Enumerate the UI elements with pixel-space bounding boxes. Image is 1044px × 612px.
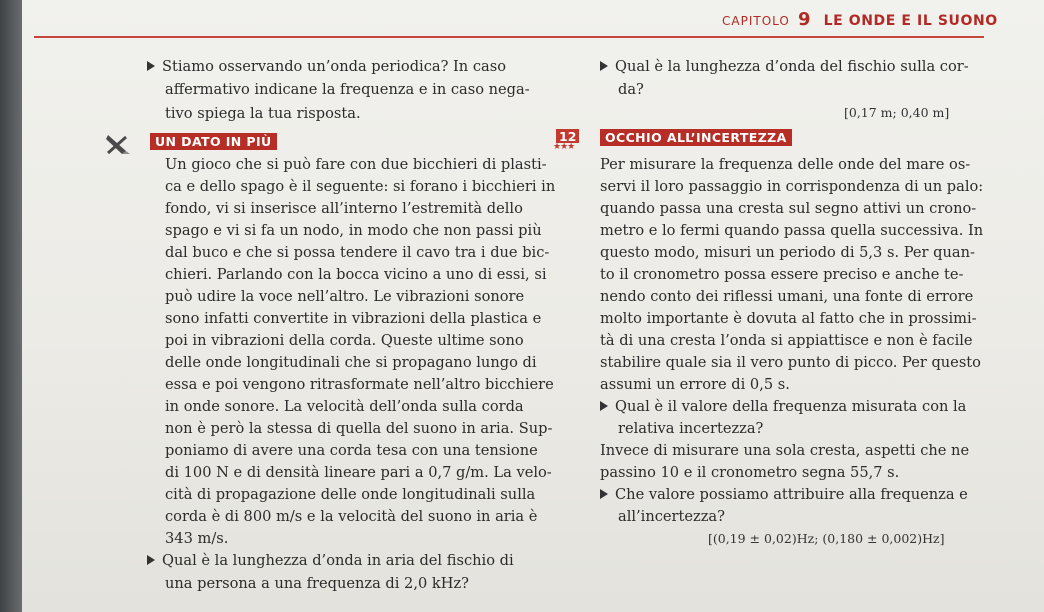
left-body-line: corda è di 800 m/s e la velocità del suono in aria è <box>165 508 538 525</box>
chapter-label: CAPITOLO <box>722 14 790 28</box>
box-title-un-dato-in-piu: UN DATO IN PIÙ <box>150 133 277 150</box>
header-rule <box>34 36 984 38</box>
question2-line-2: relativa incertezza? <box>618 420 764 437</box>
right-body-line: Per misurare la frequenza delle onde del mare os- <box>600 156 971 173</box>
triangle-bullet-icon <box>147 61 155 71</box>
right-body-line: molto importante è dovuta al fatto che in prossimi- <box>600 310 977 327</box>
intro-question-line-2: affermativo indicane la frequenza e in caso nega- <box>165 81 530 98</box>
triangle-bullet-icon <box>600 489 608 499</box>
triangle-bullet-icon <box>600 61 608 71</box>
left-body-line: Un gioco che si può fare con due bicchieri di plasti- <box>165 156 547 173</box>
final-question-line-2: una persona a una frequenza di 2,0 kHz? <box>165 575 469 592</box>
answer3: [(0,19 ± 0,02)Hz; (0,180 ± 0,002)Hz] <box>708 531 945 546</box>
textbook-page <box>22 0 1044 612</box>
pencil-icon <box>106 133 132 155</box>
triangle-bullet-icon <box>600 401 608 411</box>
left-body-line: in onde sonore. La velocità dell’onda sulla corda <box>165 398 524 415</box>
right-body2-line: passino 10 e il cronometro segna 55,7 s. <box>600 464 900 481</box>
question3-line-2: all’incertezza? <box>618 508 725 525</box>
right-body-line: nendo conto dei riflessi umani, una fonte di errore <box>600 288 974 305</box>
page-shadow <box>0 0 22 612</box>
triangle-bullet-icon <box>147 555 155 565</box>
left-body-line: fondo, vi si inserisce all’interno l’estremità dello <box>165 200 523 217</box>
left-body-line: poi in vibrazioni della corda. Queste ultime sono <box>165 332 524 349</box>
left-body-line: 343 m/s. <box>165 530 229 547</box>
box-title-occhio-all-incertezza: OCCHIO ALL’INCERTEZZA <box>600 129 792 146</box>
answer1: [0,17 m; 0,40 m] <box>844 105 950 120</box>
left-body-line: delle onde longitudinali che si propagano lungo di <box>165 354 537 371</box>
question2-line-1: Qual è il valore della frequenza misurata con la <box>600 397 966 418</box>
page-header <box>722 9 998 30</box>
left-body-line: ca e dello spago è il seguente: si forano i bicchieri in <box>165 178 556 195</box>
left-body-line: spago e vi si fa un nodo, in modo che non passi più <box>165 222 542 239</box>
left-body-line: chieri. Parlando con la bocca vicino a uno di essi, si <box>165 266 547 283</box>
right-body-line: metro e lo fermi quando passa quella successiva. In <box>600 222 984 239</box>
left-body-line: dal buco e che si possa tendere il cavo tra i due bic- <box>165 244 550 261</box>
exercise-number: 12 <box>556 129 579 143</box>
right-body-line: quando passa una cresta sul segno attivi un crono- <box>600 200 977 217</box>
right-body-line: stabilire quale sia il vero punto di picco. Per questo <box>600 354 981 371</box>
right-body-line: servi il loro passaggio in corrispondenza di un palo: <box>600 178 984 195</box>
right-body-line: questo modo, misuri un periodo di 5,3 s. Per quan- <box>600 244 975 261</box>
chapter-number: 9 <box>797 9 811 30</box>
final-question-line-1: Qual è la lunghezza d’onda in aria del fischio di <box>147 551 514 572</box>
left-body-line: essa e poi vengono ritrasformate nell’altro bicchiere <box>165 376 554 393</box>
left-body-line: non è però la stessa di quella del suono in aria. Sup- <box>165 420 553 437</box>
intro-question-line-3: tivo spiega la tua risposta. <box>165 105 361 122</box>
question1-line-2: da? <box>618 81 644 98</box>
chapter-title: LE ONDE E IL SUONO <box>823 13 998 29</box>
left-body-line: sono infatti convertite in vibrazioni della plastica e <box>165 310 542 327</box>
question1-line-1: Qual è la lunghezza d’onda del fischio sulla cor- <box>600 57 969 78</box>
right-body-line: tà di una cresta l’onda si appiattisce e non è facile <box>600 332 973 349</box>
right-body-line: assumi un errore di 0,5 s. <box>600 376 790 393</box>
left-body-line: può udire la voce nell’altro. Le vibrazioni sonore <box>165 288 525 305</box>
left-body-line: poniamo di avere una corda tesa con una tensione <box>165 442 538 459</box>
question3-line-1: Che valore possiamo attribuire alla frequenza e <box>600 485 968 506</box>
right-body-line: to il cronometro possa essere preciso e anche te- <box>600 266 964 283</box>
intro-question-line-1: Stiamo osservando un’onda periodica? In caso <box>147 57 506 78</box>
right-body2-line: Invece di misurare una sola cresta, aspetti che ne <box>600 442 970 459</box>
difficulty-stars-icon: ★★★ <box>553 142 575 152</box>
left-body-line: cità di propagazione delle onde longitudinali sulla <box>165 486 536 503</box>
left-body-line: di 100 N e di densità lineare pari a 0,7 g/m. La velo- <box>165 464 552 481</box>
